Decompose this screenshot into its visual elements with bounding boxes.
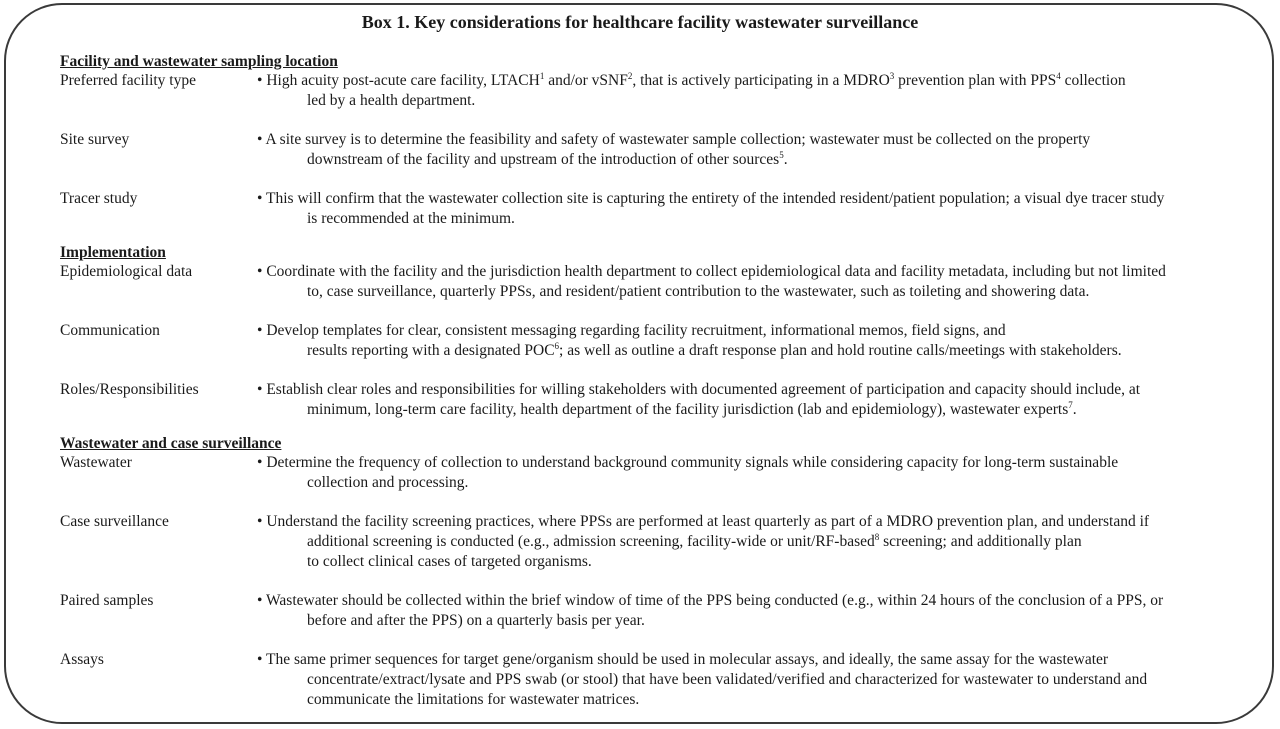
row-description bbox=[257, 71, 1247, 111]
box-title: Box 1. Key considerations for healthcare facility wastewater surveillance bbox=[361, 12, 919, 32]
footnote-superscript: 2 bbox=[627, 71, 633, 81]
description-text: . bbox=[783, 151, 788, 168]
description-line bbox=[257, 321, 1247, 341]
row-description bbox=[257, 591, 1247, 631]
bullet-marker: • bbox=[257, 72, 263, 89]
description-text: concentrate/extract/lysate and PPS swab (or stool) that have been validated/verified and characterized for wastewater to understand and bbox=[307, 671, 1148, 688]
row-label: Site survey bbox=[60, 131, 130, 148]
footnote-superscript: 1 bbox=[539, 71, 545, 81]
description-line bbox=[257, 150, 1247, 170]
description-line bbox=[257, 380, 1247, 400]
description-text: collection bbox=[1060, 72, 1126, 89]
row-description bbox=[257, 321, 1247, 361]
description-line bbox=[257, 189, 1247, 209]
row-label: Preferred facility type bbox=[60, 72, 196, 89]
description-line bbox=[257, 650, 1247, 670]
row-label: Roles/Responsibilities bbox=[60, 381, 199, 398]
bullet-marker: • bbox=[257, 381, 263, 398]
footnote-superscript: 7 bbox=[1068, 400, 1073, 410]
row-description bbox=[257, 262, 1247, 302]
row-label: Tracer study bbox=[60, 190, 138, 207]
description-text: is recommended at the minimum. bbox=[307, 210, 515, 227]
row-label: Assays bbox=[60, 651, 104, 668]
description-text: Wastewater should be collected within the brief window of time of the PPS being conducted (e.g., within 24 hours of the conclusion of a PPS, or bbox=[262, 592, 1164, 609]
description-line bbox=[257, 91, 1247, 111]
bullet-marker: • bbox=[257, 131, 263, 148]
description-line bbox=[257, 130, 1247, 150]
row-label: Paired samples bbox=[60, 592, 154, 609]
description-line bbox=[257, 209, 1247, 229]
description-line bbox=[257, 532, 1247, 552]
description-line bbox=[257, 341, 1247, 361]
description-line bbox=[257, 690, 1247, 710]
description-line bbox=[257, 71, 1247, 91]
description-line bbox=[257, 262, 1247, 282]
description-text: before and after the PPS) on a quarterly basis per year. bbox=[307, 612, 645, 629]
description-text: minimum, long-term care facility, health department of the facility jurisdiction (lab and epidemiology), wastewater experts bbox=[307, 401, 1069, 418]
bullet-marker: • bbox=[257, 322, 263, 339]
description-text: Determine the frequency of collection to understand background community signals while considering capacity for long-term sustainable bbox=[262, 454, 1119, 471]
row-description bbox=[257, 130, 1247, 170]
bullet-marker: • bbox=[257, 190, 263, 207]
row-description bbox=[257, 453, 1247, 493]
description-text: This will confirm that the wastewater collection site is capturing the entirety of the intended resident/patient population; a visual dye tracer study bbox=[262, 190, 1165, 207]
description-text: and/or vSNF bbox=[544, 72, 628, 89]
footnote-superscript: 4 bbox=[1056, 71, 1061, 81]
row-label: Case surveillance bbox=[60, 513, 169, 530]
footnote-superscript: 6 bbox=[554, 341, 560, 351]
row-description bbox=[257, 512, 1247, 572]
bullet-marker: • bbox=[257, 263, 263, 280]
description-text: additional screening is conducted (e.g., admission screening, facility-wide or unit/RF-based bbox=[307, 533, 875, 550]
description-text: communicate the limitations for wastewater matrices. bbox=[307, 691, 640, 708]
description-text: . bbox=[1072, 401, 1077, 418]
row-description bbox=[257, 380, 1247, 420]
description-text: results reporting with a designated POC bbox=[307, 342, 555, 359]
description-text: led by a health department. bbox=[307, 92, 476, 109]
description-text: to collect clinical cases of targeted organisms. bbox=[307, 553, 592, 570]
description-line bbox=[257, 473, 1247, 493]
description-text: downstream of the facility and upstream of the introduction of other sources bbox=[307, 151, 780, 168]
row-label: Epidemiological data bbox=[60, 263, 193, 280]
footnote-superscript: 3 bbox=[889, 71, 895, 81]
description-line bbox=[257, 453, 1247, 473]
section-heading-facility-and-wastewater-sampling-location: Facility and wastewater sampling location bbox=[60, 53, 338, 70]
description-text: The same primer sequences for target gene/organism should be used in molecular assays, and ideally, the same assay for the wastewater bbox=[262, 651, 1109, 668]
description-text: to, case surveillance, quarterly PPSs, and resident/patient contribution to the wastewater, such as toileting and showering data. bbox=[307, 283, 1090, 300]
description-text: Establish clear roles and responsibilities for willing stakeholders with documented agreement of participation and capacity should include, at bbox=[262, 381, 1141, 398]
description-text: Understand the facility screening practices, where PPSs are performed at least quarterly as part of a MDRO prevention plan, and understand if bbox=[262, 513, 1150, 530]
description-text: prevention plan with PPS bbox=[894, 72, 1057, 89]
row-description bbox=[257, 650, 1247, 710]
footnote-superscript: 8 bbox=[874, 532, 880, 542]
description-text: High acuity post-acute care facility, LTACH bbox=[262, 72, 540, 89]
description-line bbox=[257, 670, 1247, 690]
bullet-marker: • bbox=[257, 454, 263, 471]
description-text: , that is actively participating in a MDRO bbox=[632, 72, 890, 89]
row-label: Wastewater bbox=[60, 454, 132, 471]
description-text: A site survey is to determine the feasibility and safety of wastewater sample collection; wastewater must be collected on the property bbox=[262, 131, 1091, 148]
description-line bbox=[257, 552, 1247, 572]
description-line bbox=[257, 282, 1247, 302]
description-line bbox=[257, 591, 1247, 611]
section-heading-wastewater-and-case-surveillance: Wastewater and case surveillance bbox=[60, 435, 282, 452]
description-text: collection and processing. bbox=[307, 474, 469, 491]
description-text: screening; and additionally plan bbox=[879, 533, 1082, 550]
description-line bbox=[257, 512, 1247, 532]
description-text: Develop templates for clear, consistent messaging regarding facility recruitment, informational memos, field signs, and bbox=[262, 322, 1006, 339]
bullet-marker: • bbox=[257, 651, 263, 668]
section-heading-implementation: Implementation bbox=[60, 244, 166, 261]
footnote-superscript: 5 bbox=[779, 150, 784, 160]
bullet-marker: • bbox=[257, 592, 263, 609]
description-text: ; as well as outline a draft response plan and hold routine calls/meetings with stakeholders. bbox=[559, 342, 1122, 359]
bullet-marker: • bbox=[257, 513, 263, 530]
row-description bbox=[257, 189, 1247, 229]
description-text: Coordinate with the facility and the jurisdiction health department to collect epidemiological data and facility metadata, including but not limited bbox=[262, 263, 1166, 280]
row-label: Communication bbox=[60, 322, 160, 339]
description-line bbox=[257, 400, 1247, 420]
description-line bbox=[257, 611, 1247, 631]
